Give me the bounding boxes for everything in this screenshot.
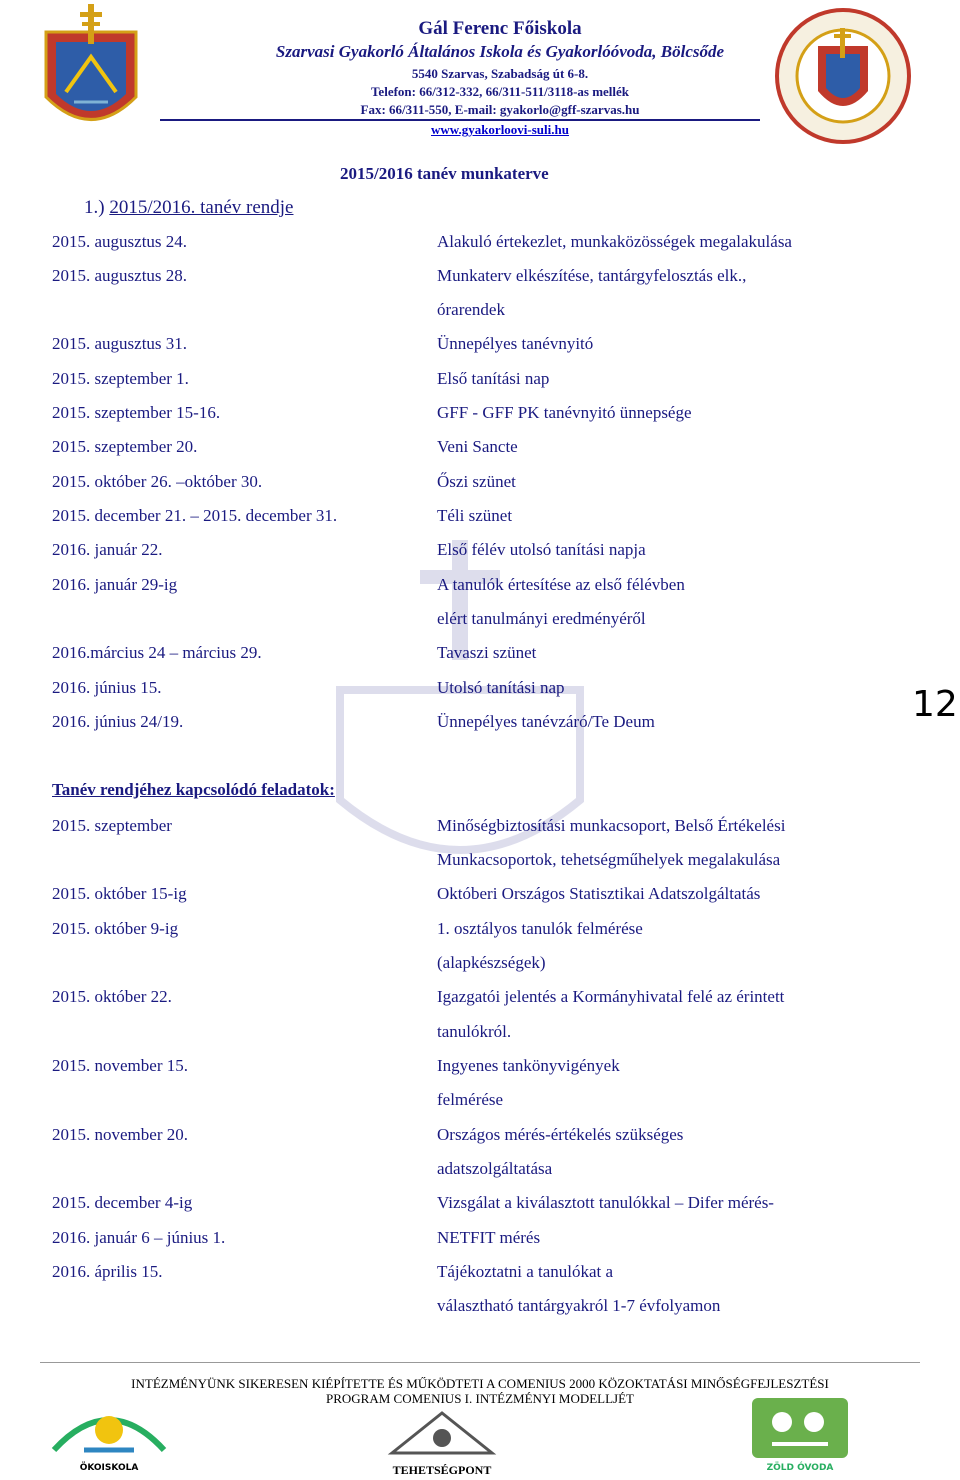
schedule-event: Első tanítási nap (437, 369, 550, 388)
header-divider (160, 119, 760, 121)
schedule-event: Alakuló értekezlet, munkaközösségek megalakulása (437, 232, 792, 251)
list-item (52, 816, 872, 846)
task-event: Ingyenes tankönyvigények (437, 1056, 620, 1075)
school-crest-left (36, 2, 146, 142)
footer-line1: INTÉZMÉNYÜNK SIKERESEN KIÉPÍTETTE ÉS MŰKÖDTETI A COMENIUS 2000 KÖZOKTATÁSI MINŐSÉGFEJLESZTÉSI (131, 1376, 829, 1391)
okoiskola-logo (44, 1400, 174, 1472)
list-item (52, 266, 872, 296)
list-item (52, 609, 872, 639)
website-link[interactable]: www.gyakorloovi-suli.hu (431, 122, 569, 137)
institution-name: Szarvasi Gyakorló Általános Iskola és Gyakorlóóvoda, Bölcsőde (275, 42, 725, 61)
schedule-date: 2016. június 24/19. (52, 712, 184, 731)
list-item (52, 850, 872, 880)
schedule-date: 2015. szeptember 15-16. (52, 403, 221, 422)
schedule-event: Ünnepélyes tanévzáró/Te Deum (437, 712, 655, 731)
section2-heading: Tanév rendjéhez kapcsolódó feladatok: (52, 780, 335, 799)
schedule-event: elért tanulmányi eredményéről (437, 609, 646, 628)
task-event: Októberi Országos Statisztikai Adatszolgáltatás (437, 884, 761, 903)
list-item (52, 953, 872, 983)
section1-number: 1.) (84, 197, 105, 218)
schedule-date: 2015. december 21. – 2015. december 31. (52, 506, 338, 525)
list-item (52, 575, 872, 605)
task-date: 2015. október 22. (52, 987, 172, 1006)
section1-title: 2015/2016. tanév rendje (109, 197, 294, 218)
schedule-event: Első félév utolsó tanítási napja (437, 540, 646, 559)
schedule-event: Őszi szünet (437, 472, 516, 491)
list-item (52, 506, 872, 536)
schedule-event: Veni Sancte (437, 437, 518, 456)
task-event: Munkacsoportok, tehetségműhelyek megalakulása (437, 850, 781, 869)
schedule-event: Ünnepélyes tanévnyitó (437, 334, 594, 353)
list-item (52, 1056, 872, 1086)
list-item (52, 884, 872, 914)
list-item (52, 334, 872, 364)
school-seal-right (768, 6, 918, 146)
schedule-date: 2015. augusztus 28. (52, 266, 188, 285)
schedule-event: Tavaszi szünet (437, 643, 537, 662)
list-item (52, 712, 872, 742)
task-event: Vizsgálat a kiválasztott tanulókkal – Difer mérés- (437, 1193, 774, 1212)
list-item (52, 1228, 872, 1258)
zold-ovoda-logo (752, 1398, 848, 1474)
list-item (52, 540, 872, 570)
list-item (52, 1125, 872, 1155)
task-event: Országos mérés-értékelés szükséges (437, 1125, 684, 1144)
school-name: Gál Ferenc Főiskola (418, 18, 582, 39)
schedule-date: 2016. június 15. (52, 678, 162, 697)
task-event: adatszolgáltatása (437, 1159, 553, 1178)
task-event: Minőségbiztosítási munkacsoport, Belső Értékelési (437, 816, 786, 835)
okoiskola-label: ÖKOISKOLA (79, 1463, 139, 1473)
schedule-date: 2015. szeptember 1. (52, 369, 189, 388)
task-event: felmérése (437, 1090, 504, 1109)
list-item (52, 1090, 872, 1120)
list-item (52, 1262, 872, 1292)
schedule-date: 2015. augusztus 31. (52, 334, 188, 353)
list-item (52, 1193, 872, 1223)
list-item (52, 403, 872, 433)
schedule-date: 2016.március 24 – március 29. (52, 643, 262, 662)
page-number: 12 (912, 684, 958, 725)
schedule-date: 2015. augusztus 24. (52, 232, 188, 251)
section1-heading (84, 197, 293, 219)
schedule-event: GFF - GFF PK tanévnyitó ünnepsége (437, 403, 692, 422)
list-item (52, 643, 872, 673)
task-date: 2015. december 4-ig (52, 1193, 193, 1212)
list-item (52, 1159, 872, 1189)
phone: Telefon: 66/312-332, 66/311-511/3118-as mellék (370, 84, 630, 99)
schedule-event: Utolsó tanítási nap (437, 678, 565, 697)
schedule-event: Munkaterv elkészítése, tantárgyfelosztás elk., (437, 266, 747, 285)
schedule-date: 2016. január 22. (52, 540, 163, 559)
list-item (52, 678, 872, 708)
tehetsegpont-label: TEHETSÉGPONT (392, 1463, 492, 1477)
task-event: (alapkészségek) (437, 953, 546, 972)
footer-line2: PROGRAM COMENIUS I. INTÉZMÉNYI MODELLJÉT (325, 1391, 634, 1406)
schedule-event: A tanulók értesítése az első félévben (437, 575, 685, 594)
list-item (52, 369, 872, 399)
task-date: 2015. november 20. (52, 1125, 188, 1144)
task-date: 2016. április 15. (52, 1262, 163, 1281)
zold-ovoda-label: ZÖLD ÓVODA (766, 1463, 834, 1473)
schedule-event: órarendek (437, 300, 505, 319)
schedule-date: 2015. október 26. –október 30. (52, 472, 263, 491)
list-item (52, 300, 872, 330)
task-event: NETFIT mérés (437, 1228, 541, 1247)
task-date: 2015. október 9-ig (52, 919, 179, 938)
fax-email: Fax: 66/311-550, E-mail: gyakorlo@gff-szarvas.hu (360, 102, 640, 117)
list-item (52, 472, 872, 502)
list-item (52, 919, 872, 949)
schedule-date: 2015. szeptember 20. (52, 437, 198, 456)
schedule-date: 2016. január 29-ig (52, 575, 178, 594)
task-date: 2016. január 6 – június 1. (52, 1228, 226, 1247)
list-item (52, 1022, 872, 1052)
schedule-event: Téli szünet (437, 506, 513, 525)
plan-title: 2015/2016 tanév munkaterve (340, 164, 549, 183)
task-event: Tájékoztatni a tanulókat a (437, 1262, 614, 1281)
task-date: 2015. október 15-ig (52, 884, 187, 903)
task-event: tanulókról. (437, 1022, 512, 1041)
list-item (52, 1296, 872, 1326)
task-date: 2015. november 15. (52, 1056, 188, 1075)
list-item (52, 232, 872, 262)
list-item (52, 437, 872, 467)
tehetsegpont-logo (372, 1408, 512, 1477)
list-item (52, 987, 872, 1017)
task-event: Igazgatói jelentés a Kormányhivatal felé az érintett (437, 987, 785, 1006)
footer-divider (40, 1362, 920, 1363)
address: 5540 Szarvas, Szabadság út 6-8. (411, 66, 589, 81)
task-date: 2015. szeptember (52, 816, 172, 835)
task-event: választható tantárgyakról 1-7 évfolyamon (437, 1296, 721, 1315)
task-event: 1. osztályos tanulók felmérése (437, 919, 643, 938)
